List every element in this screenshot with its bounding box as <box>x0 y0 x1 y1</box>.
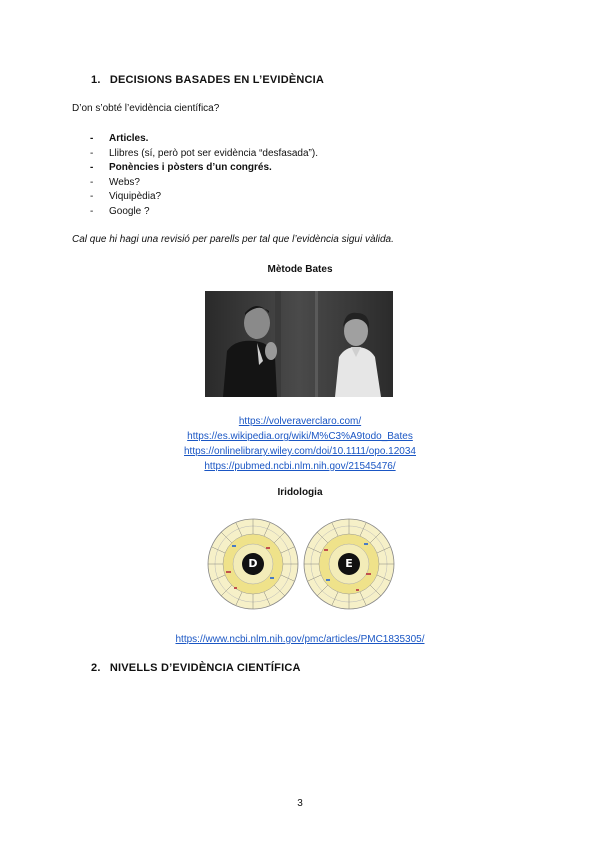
bates-photo <box>205 291 393 397</box>
iridology-chart <box>206 517 396 611</box>
list-item: - Viquipèdia? <box>90 190 318 205</box>
iridologia-heading: Iridologia <box>277 487 323 498</box>
list-item: - Llibres (sí, però pot ser evidència “desfasada”). <box>90 147 318 162</box>
peer-review-note: Cal que hi hagi una revisió per parells per tal que l’evidència sigui vàlida. <box>72 234 394 245</box>
bates-heading: Mètode Bates <box>267 264 333 275</box>
list-item: - Google ? <box>90 205 318 220</box>
list-item: - Ponències i pòsters d’un congrés. <box>90 161 318 176</box>
iridology-chart-illustration <box>206 517 396 611</box>
section-1-heading <box>91 74 324 86</box>
bates-photo-illustration <box>205 291 393 397</box>
section-1-title: DECISIONS BASADES EN L’EVIDÈNCIA <box>109 74 325 86</box>
list-item: - Webs? <box>90 176 318 191</box>
bates-link-4[interactable]: https://pubmed.ncbi.nlm.nih.gov/21545476/ <box>204 461 396 472</box>
bates-link-3[interactable]: https://onlinelibrary.wiley.com/doi/10.1111/opo.12034 <box>184 446 416 457</box>
iridologia-link[interactable]: https://www.ncbi.nlm.nih.gov/pmc/articles/PMC1835305/ <box>175 634 425 645</box>
iris-left-letter: D <box>248 557 258 570</box>
list-item: - Articles. <box>90 132 318 147</box>
section-2-heading <box>91 662 301 674</box>
question-text: D’on s’obté l’evidència científica? <box>72 103 220 114</box>
section-1-number: 1. <box>91 74 101 86</box>
section-2-title: NIVELLS D’EVIDÈNCIA CIENTÍFICA <box>109 662 301 674</box>
section-2-number: 2. <box>91 662 101 674</box>
bates-link-1[interactable]: https://volveraverclaro.com/ <box>238 416 362 427</box>
bates-link-2[interactable]: https://es.wikipedia.org/wiki/M%C3%A9todo_Bates <box>187 431 413 442</box>
evidence-sources-list <box>90 132 318 219</box>
iris-right-letter: E <box>345 557 353 570</box>
page-number: 3 <box>297 798 303 809</box>
